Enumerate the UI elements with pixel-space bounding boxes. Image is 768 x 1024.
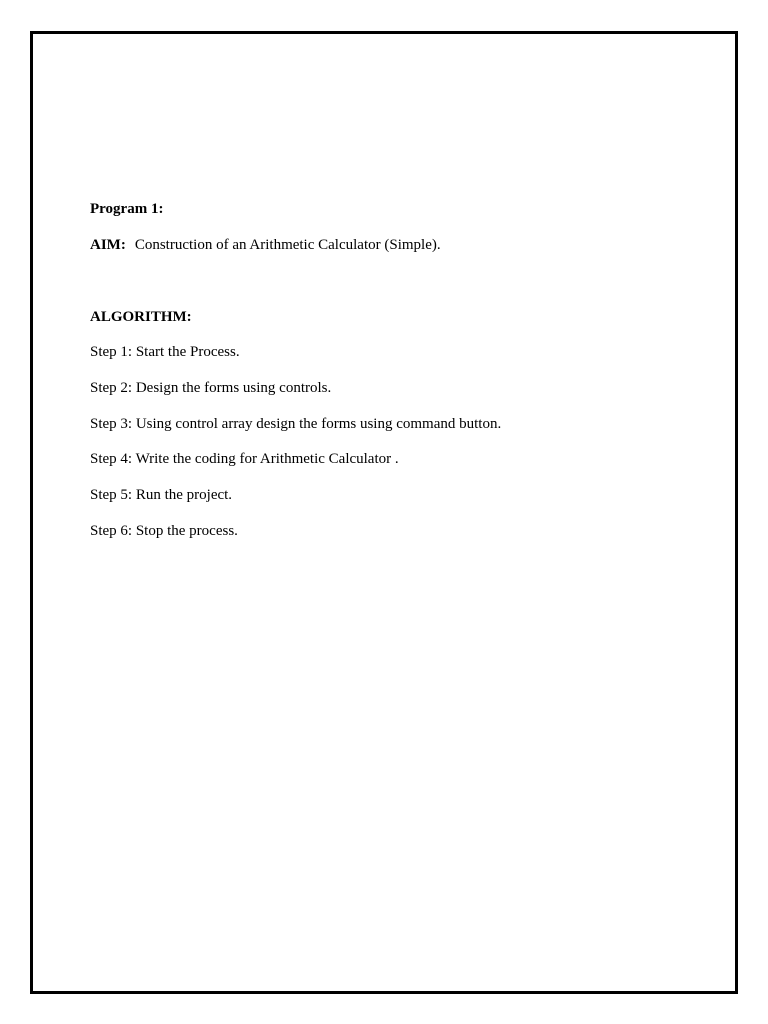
document-body: [90, 199, 710, 557]
algorithm-step: Step 1: Start the Process.: [90, 344, 240, 360]
aim-text: Construction of an Arithmetic Calculator (Simple).: [134, 237, 441, 253]
aim-label: AIM:: [90, 237, 126, 253]
algorithm-step: Step 6: Stop the process.: [90, 522, 238, 539]
aim-line: [90, 235, 710, 255]
algorithm-step: Step 5: Run the project.: [90, 487, 233, 504]
algorithm-step: Step 2: Design the forms using controls.: [90, 379, 332, 396]
algorithm-title: ALGORITHM:: [90, 309, 192, 325]
algorithm-step: Step 4: Write the coding for Arithmetic Calculator .: [90, 451, 399, 468]
algorithm-step: Step 3: Using control array design the forms using command button.: [90, 415, 502, 432]
program-title: Program 1:: [90, 201, 164, 217]
